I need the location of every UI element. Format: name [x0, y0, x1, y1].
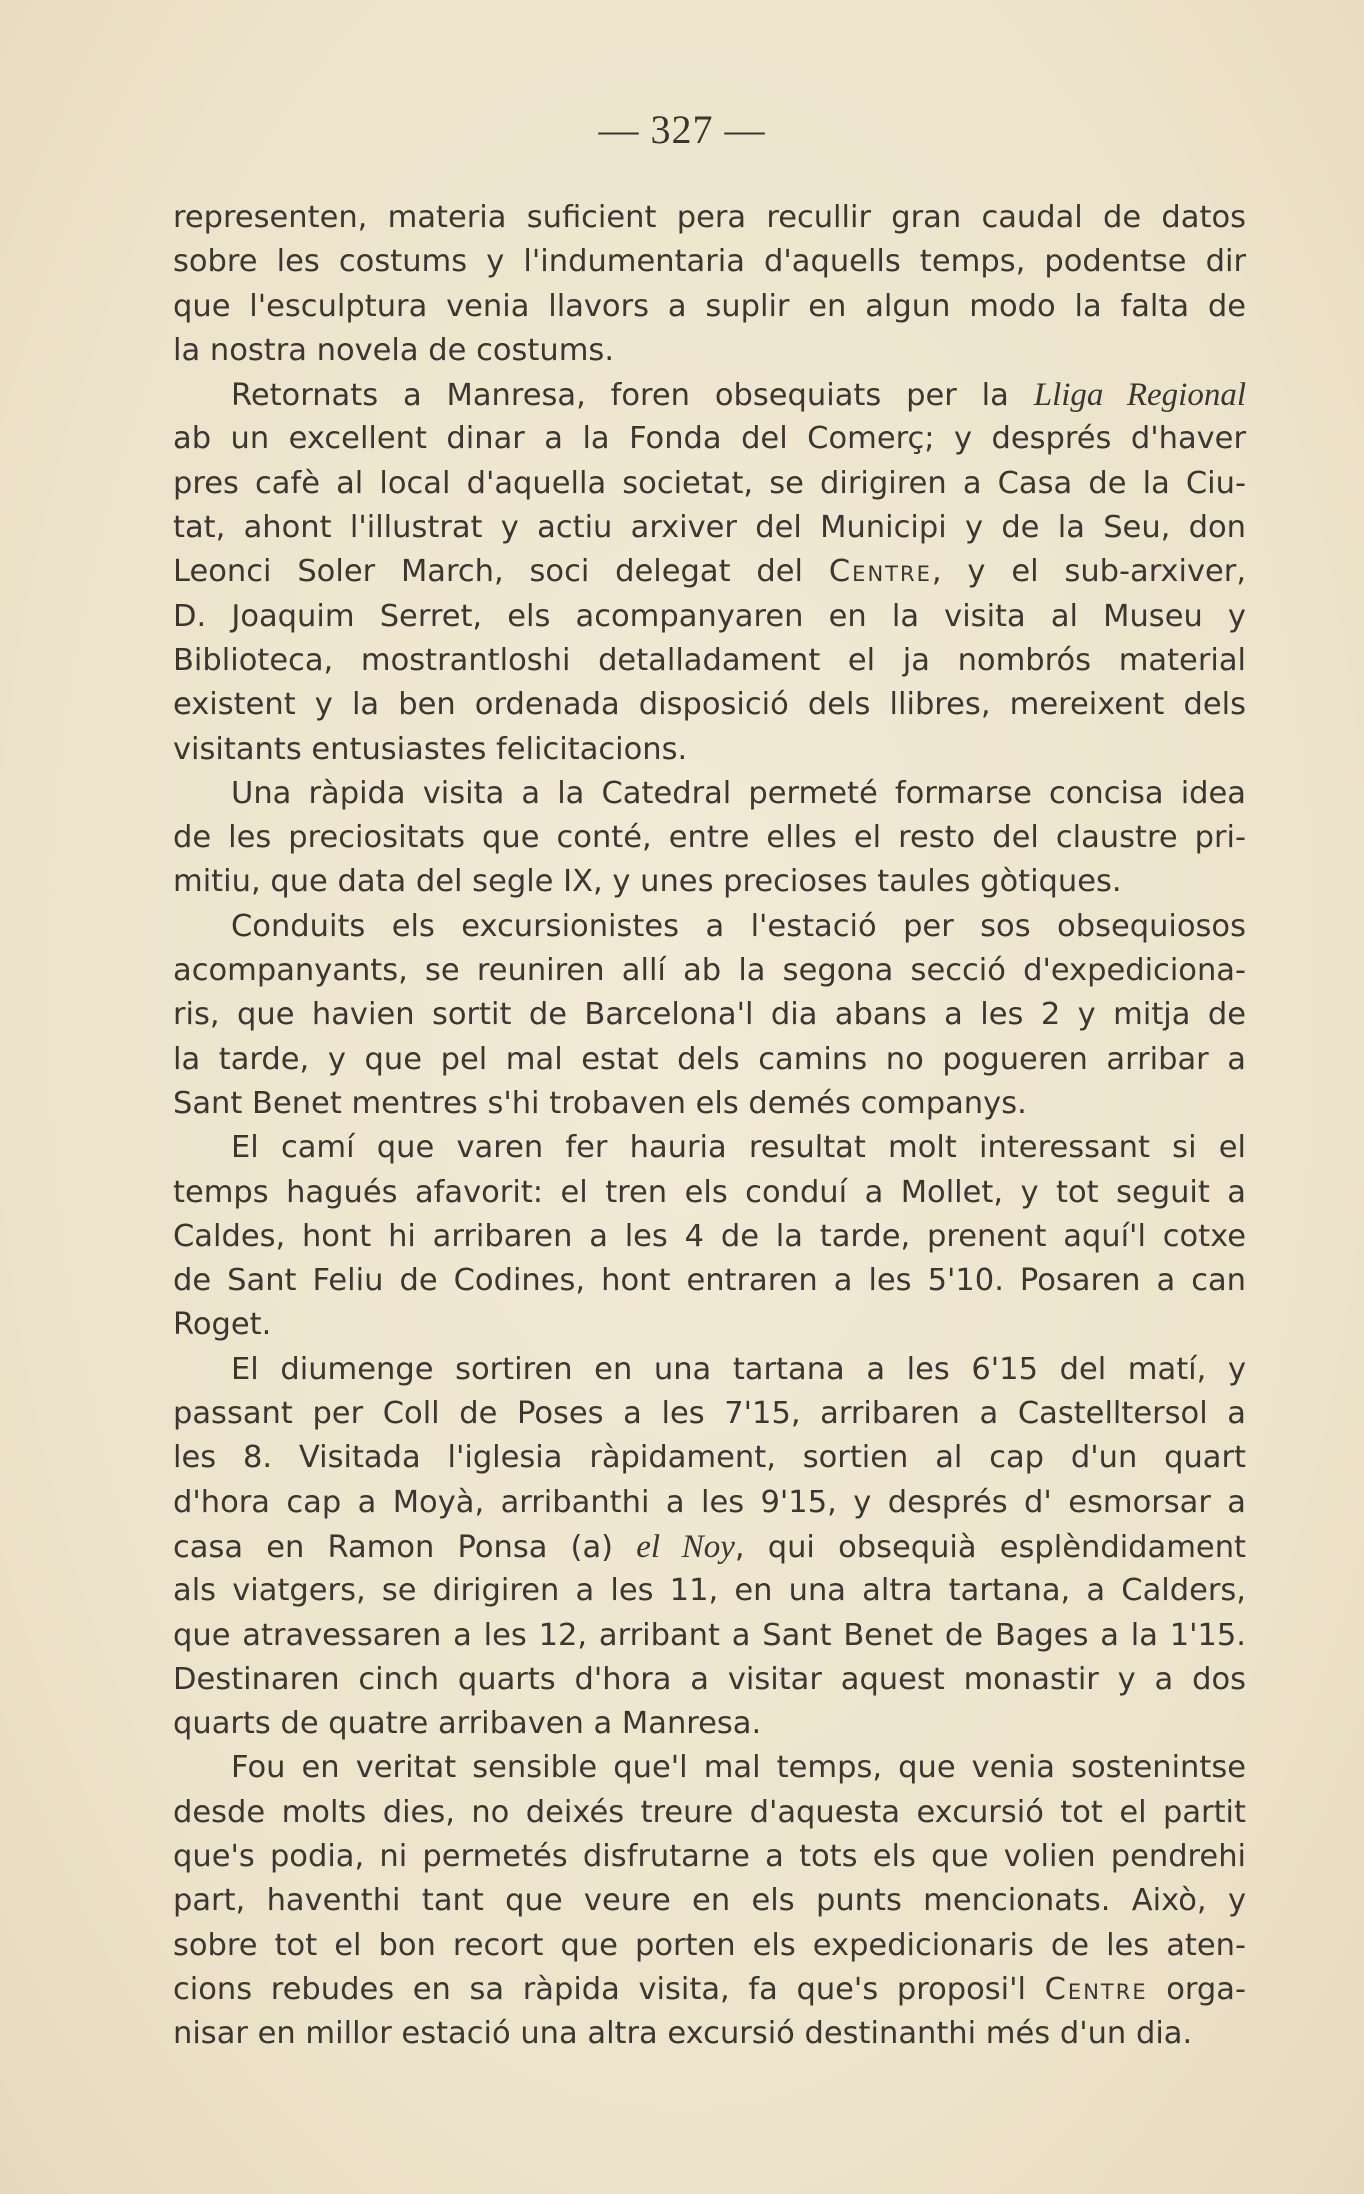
- text-line: Destinaren cinch quarts d'hora a visitar aquest monastir y a dos: [173, 1661, 1246, 1697]
- text-line: sobre tot el bon recort que porten els expedicionaris de les aten-: [173, 1927, 1246, 1963]
- text-line: les 8. Visitada l'iglesia ràpidament, sortien al cap d'un quart: [173, 1440, 1246, 1476]
- text-line: D. Joaquim Serret, els acompanyaren en la visita al Museu y: [173, 598, 1246, 634]
- text-line: sobre les costums y l'indumentaria d'aquells temps, podentse dir: [173, 244, 1246, 280]
- text-line: tat, ahont l'illustrat y actiu arxiver del Municipi y de la Seu, don: [173, 510, 1246, 546]
- text-run: , y el sub-arxiver,: [931, 554, 1247, 590]
- text-line: que atravessaren a les 12, arribant a Sant Benet de Bages a la 1'15.: [173, 1617, 1246, 1653]
- text-line: Caldes, hont hi arribaren a les 4 de la tarde, prenent aquí'l cotxe: [173, 1218, 1246, 1254]
- text-line: Una ràpida visita a la Catedral permeté formarse concisa idea: [231, 775, 1246, 811]
- text-line: Sant Benet mentres s'hi trobaven els demés companys.: [173, 1085, 1027, 1121]
- text-run: cions rebudes en sa ràpida visita, fa que's proposi'l: [173, 1971, 1045, 2007]
- text-line: [173, 1968, 1246, 2012]
- text-line: quarts de quatre arribaven a Manresa.: [173, 1706, 762, 1742]
- text-line: [173, 373, 1246, 417]
- text-line: que l'esculptura venia llavors a suplir en algun modo la falta de: [173, 288, 1246, 324]
- text-run: , qui obsequià esplèndidament: [734, 1529, 1246, 1565]
- text-line: Fou en veritat sensible que'l mal temps, que venia sostenintse: [231, 1750, 1246, 1786]
- small-caps-text: Centre: [1044, 1971, 1148, 2007]
- text-line: ab un excellent dinar a la Fonda del Comerç; y després d'haver: [173, 421, 1246, 457]
- page-number: — 327 —: [598, 107, 766, 152]
- text-line: Biblioteca, mostrantloshi detalladament el ja nombrós material: [173, 642, 1246, 678]
- small-caps-text: Centre: [828, 554, 932, 590]
- text-line: mitiu, que data del segle IX, y unes precioses taules gòtiques.: [173, 864, 1122, 900]
- text-line: de Sant Feliu de Codines, hont entraren a les 5'10. Posaren a can: [173, 1263, 1246, 1299]
- text-line: existent y la ben ordenada disposició dels llibres, mereixent dels: [173, 687, 1246, 723]
- text-line: El diumenge sortiren en una tartana a les 6'15 del matí, y: [231, 1351, 1246, 1387]
- text-line: El camí que varen fer hauria resultat molt interessant si el: [231, 1130, 1246, 1166]
- text-line: Conduits els excursionistes a l'estació per sos obsequiosos: [231, 908, 1246, 944]
- text-run: Leonci Soler March, soci delegat del: [173, 554, 829, 590]
- body-text: [173, 196, 1246, 2056]
- text-line: de les preciositats que conté, entre elles el resto del claustre pri-: [173, 820, 1246, 856]
- text-line: temps hagués afavorit: el tren els conduí a Mollet, y tot seguit a: [173, 1174, 1246, 1210]
- text-line: acompanyants, se reuniren allí ab la segona secció d'expediciona-: [173, 953, 1246, 989]
- text-line: pres cafè al local d'aquella societat, se dirigiren a Casa de la Ciu-: [173, 465, 1246, 501]
- text-line: representen, materia suficient pera recullir gran caudal de datos: [173, 200, 1246, 235]
- text-line: d'hora cap a Moyà, arribanthi a les 9'15, y després d' esmorsar a: [173, 1484, 1246, 1520]
- text-run: orga-: [1147, 1971, 1246, 2007]
- text-line: nisar en millor estació una altra excursió destinanthi més d'un dia.: [173, 2016, 1193, 2052]
- text-run: casa en Ramon Ponsa (a): [173, 1529, 637, 1565]
- text-line: part, haventhi tant que veure en els punts mencionats. Això, y: [173, 1883, 1246, 1919]
- text-line: [173, 1525, 1246, 1569]
- text-line: la tarde, y que pel mal estat dels camins no pogueren arribar a: [173, 1041, 1246, 1077]
- text-line: ris, que havien sortit de Barcelona'l dia abans a les 2 y mitja de: [173, 997, 1246, 1033]
- text-line: la nostra novela de costums.: [173, 332, 615, 368]
- text-line: que's podia, ni permetés disfrutarne a tots els que volien pendrehi: [173, 1838, 1246, 1874]
- text-run: Retornats a Manresa, foren obsequiats per la: [231, 378, 1034, 414]
- text-line: [173, 550, 1246, 594]
- italic-text: Lliga Regional: [1033, 377, 1246, 414]
- text-line: Roget.: [173, 1307, 272, 1343]
- text-line: passant per Coll de Poses a les 7'15, arribaren a Castelltersol a: [173, 1396, 1246, 1432]
- text-line: als viatgers, se dirigiren a les 11, en una altra tartana, a Calders,: [173, 1573, 1246, 1609]
- text-line: desde molts dies, no deixés treure d'aquesta excursió tot el partit: [173, 1794, 1246, 1830]
- text-line: visitants entusiastes felicitacions.: [173, 731, 688, 767]
- italic-text: el Noy: [636, 1528, 735, 1565]
